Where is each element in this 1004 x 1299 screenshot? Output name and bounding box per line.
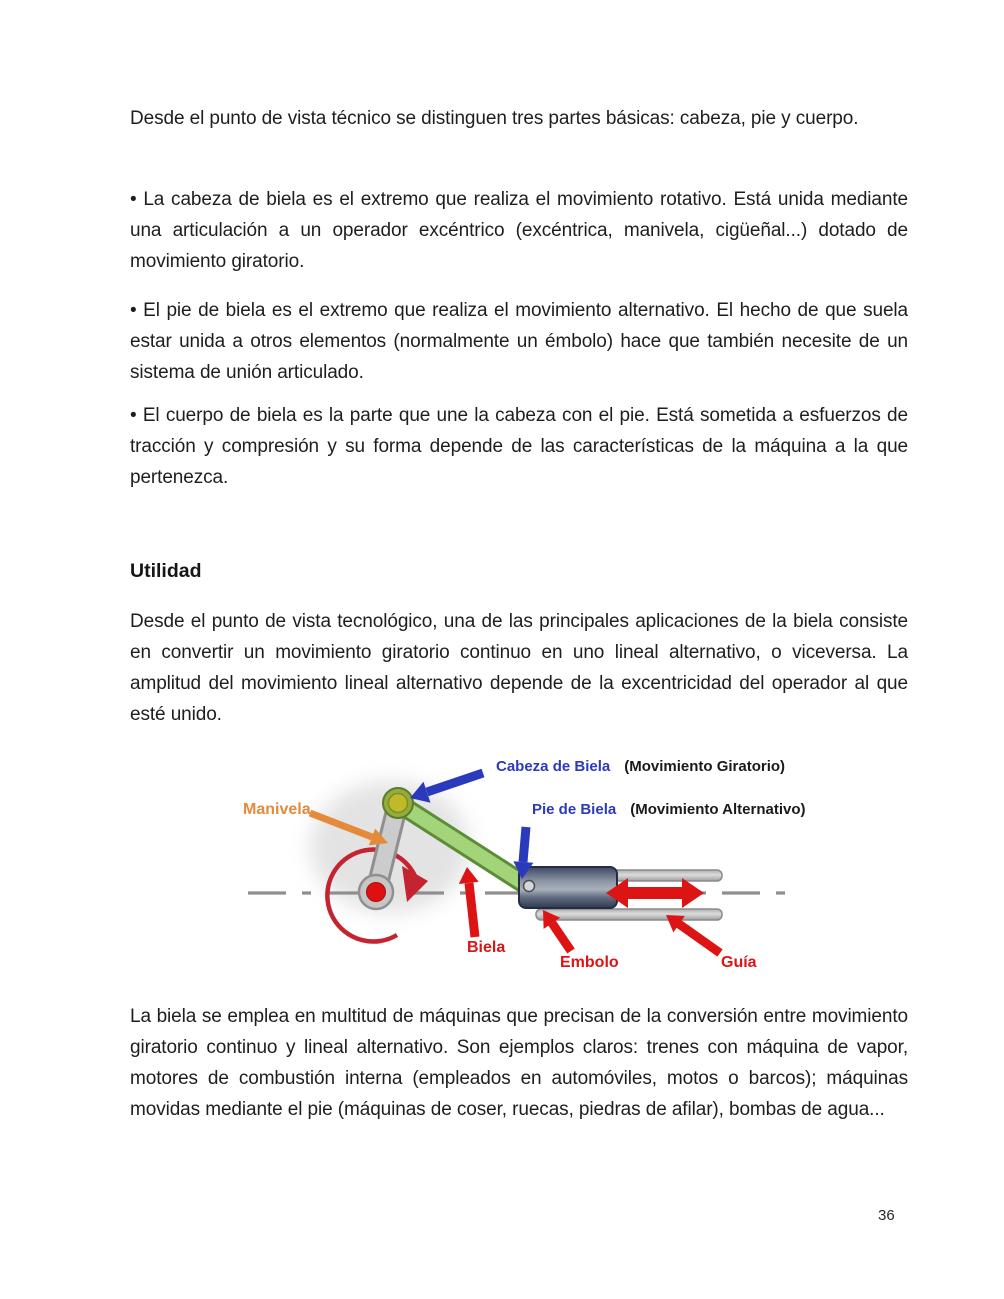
- page-number: 36: [878, 1207, 895, 1224]
- paragraph-bullet-cuerpo: • El cuerpo de biela es la parte que une la cabeza con el pie. Está sometida a esfuerzos de tracción y compresión y su forma depende de las características de la máquina a la que pertenezca.: [130, 405, 908, 488]
- cabeza-arrow: [410, 773, 483, 803]
- guia-label: Guía: [721, 954, 757, 971]
- pie-de-biela-label: Pie de Biela: [532, 801, 617, 818]
- cabeza-de-biela-label: Cabeza de Biela: [496, 758, 611, 775]
- paragraph-bullet-pie: • El pie de biela es el extremo que realiza el movimiento alternativo. El hecho de que suela estar unida a otros elementos (normalmente un émbolo) hace que también necesite de un sistema de unión articulado.: [130, 300, 908, 383]
- embolo-label: Embolo: [560, 954, 619, 971]
- cabeza-label-row: [496, 758, 785, 775]
- big-end-joint-center: [389, 794, 408, 813]
- piston-pin: [524, 881, 535, 892]
- guide-rail-bottom: [536, 909, 722, 920]
- biela-arrow: [459, 867, 479, 937]
- paragraph-final: La biela se emplea en multitud de máquinas que precisan de la conversión entre movimiento giratorio continuo y lineal alternativo. Son ejemplos claros: trenes con máquina de vapor, motores de combustión interna (empleados en automóviles, motos o barcos); máquinas movidas mediante el pie (máquinas de coser, ruecas, piedras de afilar), bombas de agua...: [130, 1006, 908, 1120]
- paragraph-bullet-cabeza: • La cabeza de biela es el extremo que realiza el movimiento rotativo. Está unida mediante una articulación a un operador excéntrico (excéntrica, manivela, cigüeñal...) dotado de movimiento giratorio.: [130, 189, 908, 272]
- section-heading-utilidad: Utilidad: [130, 560, 202, 582]
- movimiento-alternativo-note: (Movimiento Alternativo): [630, 801, 806, 818]
- crank-slider-diagram: [238, 755, 806, 983]
- manivela-label: Manivela: [243, 801, 311, 818]
- diagram-canvas: [238, 755, 806, 983]
- pie-label-row: [532, 801, 806, 818]
- crank-pin: [367, 883, 386, 902]
- paragraph-intro: Desde el punto de vista técnico se distinguen tres partes básicas: cabeza, pie y cuerpo.: [130, 108, 859, 129]
- linear-motion-arrow: [606, 878, 704, 908]
- movimiento-giratorio-note: (Movimiento Giratorio): [624, 758, 786, 775]
- paragraph-utilidad: Desde el punto de vista tecnológico, una de las principales aplicaciones de la biela consiste en convertir un movimiento giratorio continuo en uno lineal alternativo, o viceversa. La amplitud del movimiento lineal alternativo depende de la excentricidad del operador al que esté unido.: [130, 611, 908, 725]
- biela-label: Biela: [467, 939, 506, 956]
